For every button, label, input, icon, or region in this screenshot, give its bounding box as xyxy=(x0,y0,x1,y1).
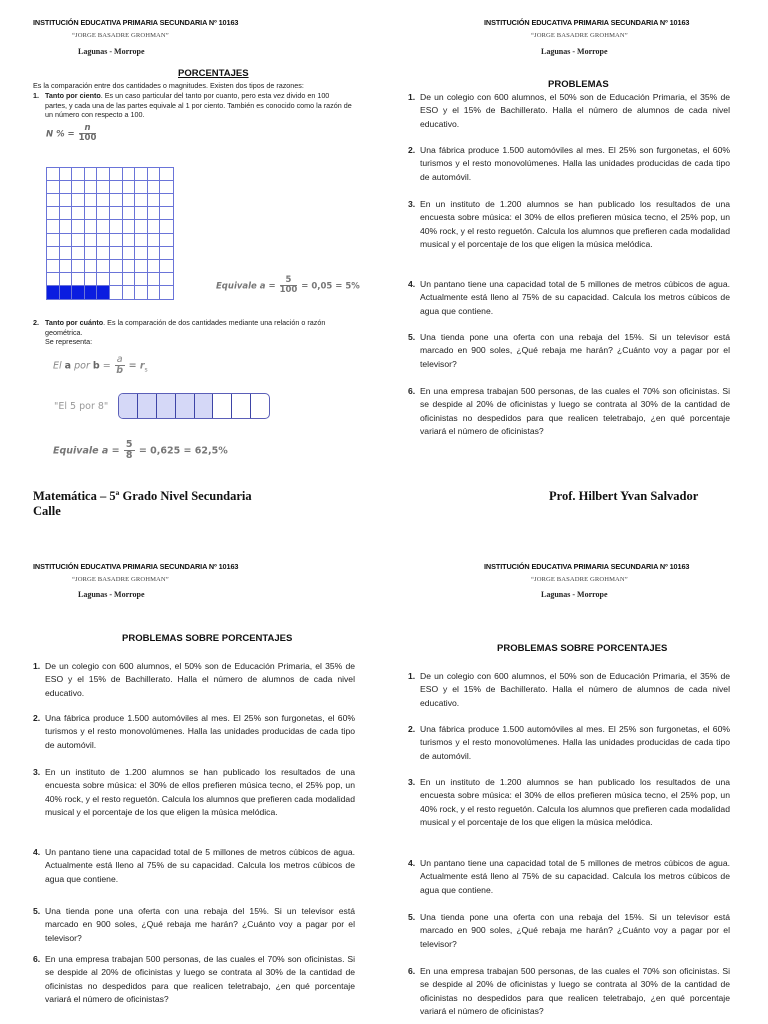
school-location: Lagunas - Morrope xyxy=(78,590,145,599)
grid-cell xyxy=(97,286,110,299)
grid-cell xyxy=(72,286,85,299)
grid-cell xyxy=(123,181,136,194)
grid-cell xyxy=(135,273,148,286)
grid-cell xyxy=(148,168,161,181)
bar-segment xyxy=(195,394,214,418)
grid-cell xyxy=(110,234,123,247)
grid-cell xyxy=(148,220,161,233)
definition: . Es la comparación de dos cantidades mediante una relación o razón geométrica. xyxy=(45,318,326,337)
grid-cell xyxy=(60,168,73,181)
grid-cell xyxy=(47,207,60,220)
page-problemas xyxy=(384,0,768,470)
grid-cell xyxy=(110,181,123,194)
school-name: “JORGE BASADRE GROHMAN” xyxy=(72,32,169,39)
grid-cell xyxy=(60,286,73,299)
problem-item: 6. En una empresa trabajan 500 personas, de las cuales el 70% son oficinistas. Si se despide al 20% de oficinistas y luego se contrata al 30% de la cantidad de oficinistas no despedidos para que realicen teletrabajo, ¿en qué porcentaje variará el número de oficinistas? xyxy=(408,386,730,436)
grid-cell xyxy=(85,234,98,247)
representation-label: Se representa: xyxy=(45,337,93,347)
problem-item: 2. Una fábrica produce 1.500 automóviles al mes. El 25% son furgonetas, el 60% turismos y el resto monovolúmenes. Halla las unidades producidas de cada tipo de automóvil. xyxy=(408,724,730,761)
bar-segment xyxy=(251,394,269,418)
footer-course: Matemática – 5ª Grado Nivel Secundaria Calle xyxy=(33,489,252,518)
grid-cell xyxy=(148,247,161,260)
footer-teacher: Prof. Hilbert Yvan Salvador xyxy=(549,489,699,503)
page-title: PROBLEMAS SOBRE PORCENTAJES xyxy=(497,643,668,654)
term: Tanto por ciento xyxy=(45,91,101,100)
school-name: “JORGE BASADRE GROHMAN” xyxy=(531,576,628,583)
grid-cell xyxy=(60,273,73,286)
grid-cell xyxy=(123,286,136,299)
grid-cell xyxy=(60,207,73,220)
problem-item: 1. De un colegio con 600 alumnos, el 50% son de Educación Primaria, el 35% de ESO y el 15% de Bachillerato. Halla el número de alumnos de cada nivel educativo. xyxy=(33,661,355,698)
grid-cell xyxy=(148,207,161,220)
grid-cell xyxy=(110,247,123,260)
grid-cell xyxy=(135,194,148,207)
grid-cell xyxy=(85,286,98,299)
grid-cell xyxy=(47,168,60,181)
grid-cell xyxy=(97,207,110,220)
grid-cell xyxy=(123,207,136,220)
grid-cell xyxy=(110,286,123,299)
grid-cell xyxy=(72,247,85,260)
grid-cell xyxy=(160,207,173,220)
grid-cell xyxy=(97,260,110,273)
problem-item: 5. Una tienda pone una oferta con una rebaja del 15%. Si un televisor está marcado en 900 soles, ¿Qué rebaja me harán? ¿Cuánto voy a pagar por el televisor? xyxy=(408,912,730,949)
grid-cell xyxy=(72,181,85,194)
school-name: “JORGE BASADRE GROHMAN” xyxy=(72,576,169,583)
grid-cell xyxy=(148,194,161,207)
grid-cell xyxy=(97,168,110,181)
grid-cell xyxy=(110,207,123,220)
problem-item: 3. En un instituto de 1.200 alumnos se han publicado los resultados de una encuesta sobre música: el 30% de ellos prefieren música tecno, el 25% pop, un 40% rock, y el resto reguetón. Calcula los alumnos que prefieren cada modalidad musical y el porcentaje de los que eligen la música melódica. xyxy=(408,199,730,249)
page-problemas-sobre-porcentajes-left xyxy=(0,550,384,1024)
school-name: “JORGE BASADRE GROHMAN” xyxy=(531,32,628,39)
grid-cell xyxy=(97,234,110,247)
grid-cell xyxy=(135,247,148,260)
definition: . Es un caso particular del tanto por cuanto, pero esta vez divido en 100 partes, y cada una de las partes equivale al 1 por ciento. También es conocido como la razón de un número con respecto a 100. xyxy=(45,91,352,120)
grid-cell xyxy=(60,194,73,207)
item-number: 1. xyxy=(33,91,39,100)
problem-item: 2. Una fábrica produce 1.500 automóviles al mes. El 25% son furgonetas, el 60% turismos y el resto monovolúmenes. Halla las unidades producidas de cada tipo de automóvil. xyxy=(33,713,355,750)
grid-cell xyxy=(160,247,173,260)
grid-cell xyxy=(60,260,73,273)
problem-item: 1. De un colegio con 600 alumnos, el 50% son de Educación Primaria, el 35% de ESO y el 15% de Bachillerato. Halla el número de alumnos de cada nivel educativo. xyxy=(408,92,730,129)
grid-cell xyxy=(72,260,85,273)
grid-cell xyxy=(85,168,98,181)
grid-cell xyxy=(97,181,110,194)
grid-cell xyxy=(148,260,161,273)
grid-cell xyxy=(160,194,173,207)
grid-cell xyxy=(47,260,60,273)
grid-cell xyxy=(135,234,148,247)
intro-text: Es la comparación entre dos cantidades o magnitudes. Existen dos tipos de razones: xyxy=(33,81,304,90)
grid-cell xyxy=(110,168,123,181)
grid-cell xyxy=(47,220,60,233)
bar-segment xyxy=(138,394,157,418)
problem-item: 5. Una tienda pone una oferta con una rebaja del 15%. Si un televisor está marcado en 900 soles, ¿Qué rebaja me harán? ¿Cuánto voy a pagar por el televisor? xyxy=(33,906,355,943)
bar-segment xyxy=(213,394,232,418)
grid-cell xyxy=(123,247,136,260)
grid-cell xyxy=(135,168,148,181)
bar-segment xyxy=(176,394,195,418)
grid-cell xyxy=(135,260,148,273)
problem-item: 3. En un instituto de 1.200 alumnos se han publicado los resultados de una encuesta sobre música: el 30% de ellos prefieren música tecno, el 25% pop, un 40% rock, y el resto reguetón. Calcula los alumnos que prefieren cada modalidad musical y el porcentaje de los que eligen la música melódica. xyxy=(33,767,355,817)
grid-cell xyxy=(47,234,60,247)
grid-cell xyxy=(85,273,98,286)
grid-cell xyxy=(160,260,173,273)
grid-cell xyxy=(72,220,85,233)
grid-cell xyxy=(123,220,136,233)
institution-header: INSTITUCIÓN EDUCATIVA PRIMARIA SECUNDARIA Nº 10163 xyxy=(33,18,239,27)
problem-item: 5. Una tienda pone una oferta con una rebaja del 15%. Si un televisor está marcado en 900 soles, ¿Qué rebaja me harán? ¿Cuánto voy a pagar por el televisor? xyxy=(408,332,730,369)
problem-item: 3. En un instituto de 1.200 alumnos se han publicado los resultados de una encuesta sobre música: el 30% de ellos prefieren música tecno, el 25% pop, un 40% rock, y el resto reguetón. Calcula los alumnos que prefieren cada modalidad musical y el porcentaje de los que eligen la música melódica. xyxy=(408,777,730,827)
page-title: PROBLEMAS xyxy=(548,79,609,90)
grid-cell xyxy=(72,234,85,247)
grid-cell xyxy=(160,234,173,247)
institution-header: INSTITUCIÓN EDUCATIVA PRIMARIA SECUNDARIA Nº 10163 xyxy=(33,562,239,571)
problem-item: 4. Un pantano tiene una capacidad total de 5 millones de metros cúbicos de agua. Actualmente está lleno al 75% de su capacidad. Calcula los metros cúbicos de agua que contiene. xyxy=(408,858,730,895)
grid-cell xyxy=(97,220,110,233)
grid-cell xyxy=(160,286,173,299)
grid-cell xyxy=(72,207,85,220)
grid-cell xyxy=(72,168,85,181)
grid-cell xyxy=(148,273,161,286)
grid-cell xyxy=(85,207,98,220)
problem-item: 6. En una empresa trabajan 500 personas, de las cuales el 70% son oficinistas. Si se despide al 20% de oficinistas y luego se contrata al 30% de la cantidad de oficinistas no despedidos para que realicen teletrabajo, ¿en qué porcentaje variará el número de oficinistas? xyxy=(33,954,355,1004)
grid-cell xyxy=(123,168,136,181)
equivalence-62-5-percent: Equivale a = $\frac{5}{8}$ = 0,625 = 62,5% xyxy=(53,439,228,462)
bar-segment xyxy=(119,394,138,418)
grid-cell xyxy=(47,181,60,194)
term: Tanto por cuánto xyxy=(45,318,104,327)
grid-cell xyxy=(135,220,148,233)
grid-cell xyxy=(160,273,173,286)
grid-cell xyxy=(47,194,60,207)
ratio-formula: El a por b = $\frac{a}{b}$ = $r_s$ xyxy=(53,354,148,377)
school-location: Lagunas - Morrope xyxy=(541,590,608,599)
institution-header: INSTITUCIÓN EDUCATIVA PRIMARIA SECUNDARIA Nº 10163 xyxy=(484,18,690,27)
grid-cell xyxy=(47,273,60,286)
page-problemas-sobre-porcentajes-right xyxy=(384,550,768,1024)
school-location: Lagunas - Morrope xyxy=(541,47,608,56)
grid-cell xyxy=(47,247,60,260)
grid-cell xyxy=(60,234,73,247)
item-number: 2. xyxy=(33,318,39,327)
grid-cell xyxy=(123,234,136,247)
bar-segment xyxy=(232,394,251,418)
grid-cell xyxy=(85,181,98,194)
grid-cell xyxy=(123,260,136,273)
grid-cell xyxy=(123,273,136,286)
grid-cell xyxy=(123,194,136,207)
school-location: Lagunas - Morrope xyxy=(78,47,145,56)
grid-cell xyxy=(148,181,161,194)
grid-cell xyxy=(97,273,110,286)
grid-cell xyxy=(160,181,173,194)
problem-item: 6. En una empresa trabajan 500 personas, de las cuales el 70% son oficinistas. Si se despide al 20% de oficinistas y luego se contrata al 30% de la cantidad de oficinistas no despedidos para que realicen teletrabajo, ¿en qué porcentaje variará el número de oficinistas? xyxy=(408,966,730,1016)
definition-tanto-por-ciento xyxy=(33,91,353,120)
grid-cell xyxy=(85,220,98,233)
grid-cell xyxy=(110,260,123,273)
grid-cell xyxy=(60,181,73,194)
grid-cell xyxy=(135,181,148,194)
problem-item: 4. Un pantano tiene una capacidad total de 5 millones de metros cúbicos de agua. Actualmente está lleno al 75% de su capacidad. Calcula los metros cúbicos de agua que contiene. xyxy=(33,847,355,884)
grid-cell xyxy=(97,194,110,207)
grid-cell xyxy=(85,247,98,260)
problem-item: 2. Una fábrica produce 1.500 automóviles al mes. El 25% son furgonetas, el 60% turismos y el resto monovolúmenes. Halla las unidades producidas de cada tipo de automóvil. xyxy=(408,145,730,182)
page-porcentajes xyxy=(0,0,384,470)
grid-cell xyxy=(135,207,148,220)
grid-cell xyxy=(85,194,98,207)
grid-cell xyxy=(72,194,85,207)
definition-tanto-por-cuanto xyxy=(33,318,353,347)
grid-cell xyxy=(148,234,161,247)
problem-item: 4. Un pantano tiene una capacidad total de 5 millones de metros cúbicos de agua. Actualmente está lleno al 75% de su capacidad. Calcula los metros cúbicos de agua que contiene. xyxy=(408,279,730,316)
grid-cell xyxy=(60,247,73,260)
five-of-eight-bar-diagram xyxy=(118,393,270,419)
equivalence-5-percent: Equivale a = $\frac{5}{100}$ = 0,05 = 5% xyxy=(216,275,360,296)
problem-item: 1. De un colegio con 600 alumnos, el 50% son de Educación Primaria, el 35% de ESO y el 15% de Bachillerato. Halla el número de alumnos de cada nivel educativo. xyxy=(408,671,730,708)
institution-header: INSTITUCIÓN EDUCATIVA PRIMARIA SECUNDARIA Nº 10163 xyxy=(484,562,690,571)
grid-cell xyxy=(160,220,173,233)
hundred-grid-diagram xyxy=(46,167,174,300)
grid-cell xyxy=(72,273,85,286)
grid-cell xyxy=(110,220,123,233)
grid-cell xyxy=(47,286,60,299)
grid-cell xyxy=(60,220,73,233)
five-of-eight-label: "El 5 por 8" xyxy=(54,401,109,412)
page-title: PROBLEMAS SOBRE PORCENTAJES xyxy=(122,633,293,644)
grid-cell xyxy=(148,286,161,299)
page-title: PORCENTAJES xyxy=(178,68,249,79)
grid-cell xyxy=(110,194,123,207)
grid-cell xyxy=(160,168,173,181)
bar-segment xyxy=(157,394,176,418)
percent-formula: N % = $\frac{n}{100}$ xyxy=(46,123,97,144)
grid-cell xyxy=(97,247,110,260)
grid-cell xyxy=(85,260,98,273)
grid-cell xyxy=(135,286,148,299)
grid-cell xyxy=(110,273,123,286)
